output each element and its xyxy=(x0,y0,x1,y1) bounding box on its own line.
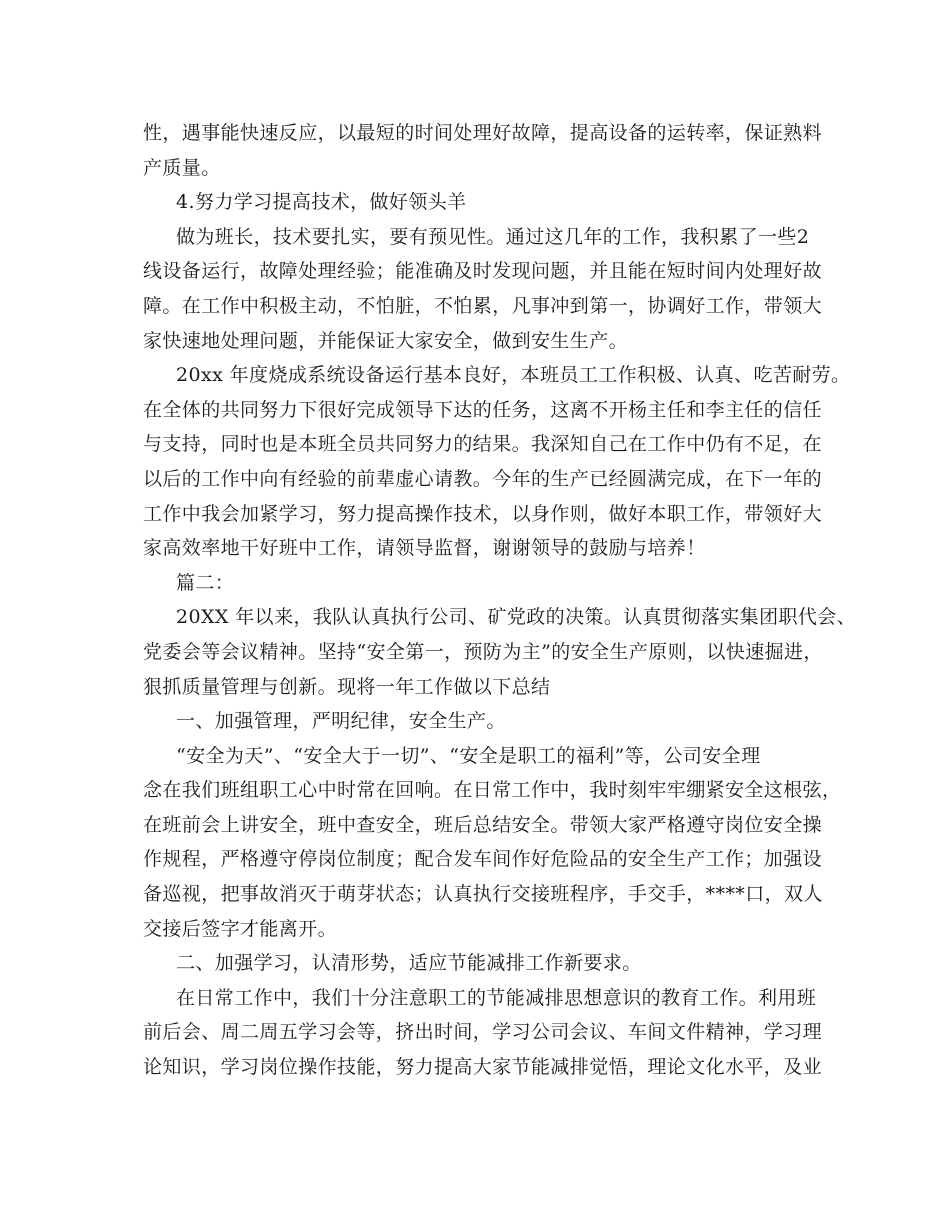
text-line: 障。在工作中积极主动，不怕脏，不怕累，凡事冲到第一，协调好工作，带领大 xyxy=(143,294,823,317)
text-line: 在全体的共同努力下很好完成领导下达的任务，这离不开杨主任和李主任的信任 xyxy=(143,398,823,421)
text-line: 一、加强管理，严明纪律，安全生产。 xyxy=(176,710,506,733)
text-line: 以后的工作中向有经验的前辈虚心请教。今年的生产已经圆满完成，在下一年的 xyxy=(143,467,823,490)
text-line: 与支持，同时也是本班全员共同努力的结果。我深知自己在工作中仍有不足，在 xyxy=(143,433,823,456)
text-line: 在班前会上讲安全，班中查安全，班后总结安全。带领大家严格遵守岗位安全操 xyxy=(143,813,823,836)
text-line: 20XX 年以来，我队认真执行公司、矿党政的决策。认真贯彻落实集团职代会、 xyxy=(176,606,857,629)
text-line: 备巡视，把事故消灭于萌芽状态；认真执行交接班程序，手交手，****口，双人 xyxy=(143,883,823,906)
text-line: 产质量。 xyxy=(143,156,221,179)
text-line: 作规程，严格遵守停岗位制度；配合发车间作好危险品的安全生产工作；加强设 xyxy=(143,848,823,871)
text-line: 在日常工作中，我们十分注意职工的节能减排思想意识的教育工作。利用班 xyxy=(176,986,817,1009)
document-body xyxy=(143,116,857,1085)
text-line: 二、加强学习，认清形势，适应节能减排工作新要求。 xyxy=(176,952,642,975)
text-line: 篇二： xyxy=(176,571,235,594)
text-line: 党委会等会议精神。坚持“安全第一，预防为主”的安全生产原则，以快速掘进， xyxy=(143,640,823,663)
text-line: “安全为天”、“安全大于一切”、“安全是职工的福利”等，公司安全理 xyxy=(176,744,761,767)
text-line: 家高效率地干好班中工作，请领导监督，谢谢领导的鼓励与培养！ xyxy=(143,537,706,560)
text-line: 狠抓质量管理与创新。现将一年工作做以下总结 xyxy=(143,675,551,698)
text-line: 论知识，学习岗位操作技能，努力提高大家节能减排觉悟，理论文化水平，及业 xyxy=(143,1056,823,1079)
text-line: 性，遇事能快速反应，以最短的时间处理好故障，提高设备的运转率，保证熟料 xyxy=(143,122,823,144)
text-line: 前后会、周二周五学习会等，挤出时间，学习公司会议、车间文件精神，学习理 xyxy=(143,1021,823,1044)
text-line: 做为班长，技术要扎实，要有预见性。通过这几年的工作，我积累了一些2 xyxy=(176,225,810,248)
text-line: 4.努力学习提高技术，做好领头羊 xyxy=(176,191,467,214)
text-line: 20xx 年度烧成系统设备运行基本良好，本班员工工作积极、认真、吃苦耐劳。 xyxy=(176,364,851,387)
text-line: 家快速地处理问题，并能保证大家安全，做到安生生产。 xyxy=(143,329,629,352)
text-line: 线设备运行，故障处理经验；能准确及时发现问题，并且能在短时间内处理好故 xyxy=(143,260,823,283)
text-line: 念在我们班组职工心中时常在回响。在日常工作中，我时刻牢牢绷紧安全这根弦， xyxy=(143,779,842,802)
text-line: 交接后签字才能离开。 xyxy=(143,917,338,940)
text-line: 工作中我会加紧学习，努力提高操作技术，以身作则，做好本职工作，带领好大 xyxy=(143,502,823,525)
